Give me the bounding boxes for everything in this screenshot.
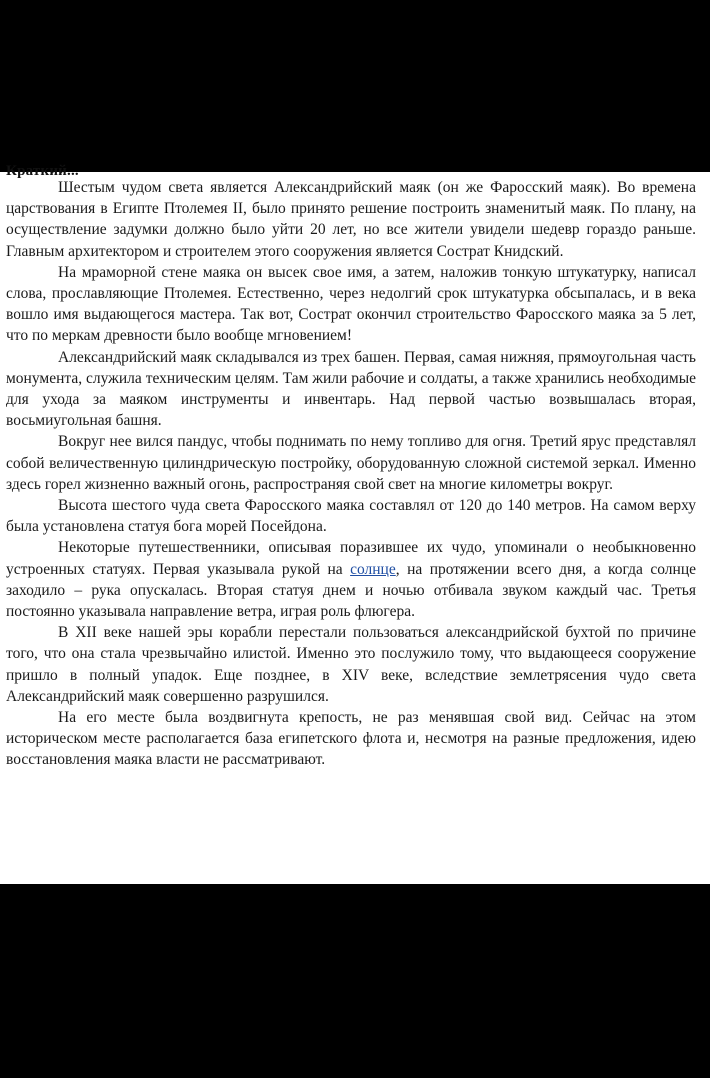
paragraph-8: На его месте была воздвигнута крепость, не раз менявшая свой вид. Сейчас на этом историческом месте располагается база египетского флота и, несмотря на разные предложения, идею восстановления маяка власти не рассматривают. <box>6 709 696 769</box>
paragraph-6 <box>6 537 696 622</box>
paragraph-4: Вокруг нее вился пандус, чтобы поднимать по нему топливо для огня. Третий ярус представлял собой величественную цилиндрическую постройку, оборудованную сложной системой зеркал. Именно здесь горел жизненно важный огонь, распространяя свой свет на многие километры вокруг. <box>6 433 696 493</box>
paragraph-3: Александрийский маяк складывался из трех башен. Первая, самая нижняя, прямоугольная часть монумента, служила техническим целям. Там жили рабочие и солдаты, а также хранились необходимые для ухода за маяком инструменты и инвентарь. Над первой частью возвышалась вторая, восьмиугольная башня. <box>6 348 696 430</box>
paragraph-7: В XII веке нашей эры корабли перестали пользоваться александрийской бухтой по причине того, что она стала чрезвычайно илистой. Именно это послужило тому, что выдающееся сооружение пришло в полный упадок. Еще позднее, в XIV веке, вследствие землетрясения чудо света Александрийский маяк совершенно разрушился. <box>6 624 696 705</box>
paragraph-6-before-link: Некоторые путешественники, описывая поразившее их чудо, упоминали о необыкновенно устроенных статуях. Первая указывала рукой на <box>6 539 696 578</box>
paragraph-5: Высота шестого чуда света Фаросского маяка составлял от 120 до 140 метров. На самом верху была установлена статуя бога морей Посейдона. <box>6 497 696 536</box>
paragraph-6-after-link: , на протяжении всего дня, а когда солнце заходило – рука опускалась. Вторая статуя днем и ночью отбивала звуком каждый час. Третья постоянно указывала направление ветра, играя роль флюгера. <box>6 560 696 621</box>
top-black-band <box>0 0 710 172</box>
bottom-black-band <box>0 884 710 1078</box>
paragraph-2: На мраморной стене маяка он высек свое имя, а затем, наложив тонкую штукатурку, написал слова, прославляющие Птолемея. Естественно, через недолгий срок штукатурка обсыпалась, и в века вошло имя выдающегося мастера. Так вот, Сострат окончил строительство Фаросского маяка за 5 лет, что по меркам древности было вообще мгновением! <box>6 263 696 345</box>
document-page <box>0 163 710 884</box>
document-body <box>6 177 696 771</box>
paragraph-1: Шестым чудом света является Александрийский маяк (он же Фаросский маяк). Во времена царствования в Египте Птолемея II, было принято решение построить знаменитый маяк. По плану, на осуществление задумки должно было уйти 20 лет, но все жители увидели шедевр гораздо раньше. Главным архитектором и строителем этого сооружения является Сострат Книдский. <box>6 179 696 260</box>
sun-link[interactable]: солнце <box>350 560 396 578</box>
cut-off-heading: Краткий... <box>6 163 79 179</box>
